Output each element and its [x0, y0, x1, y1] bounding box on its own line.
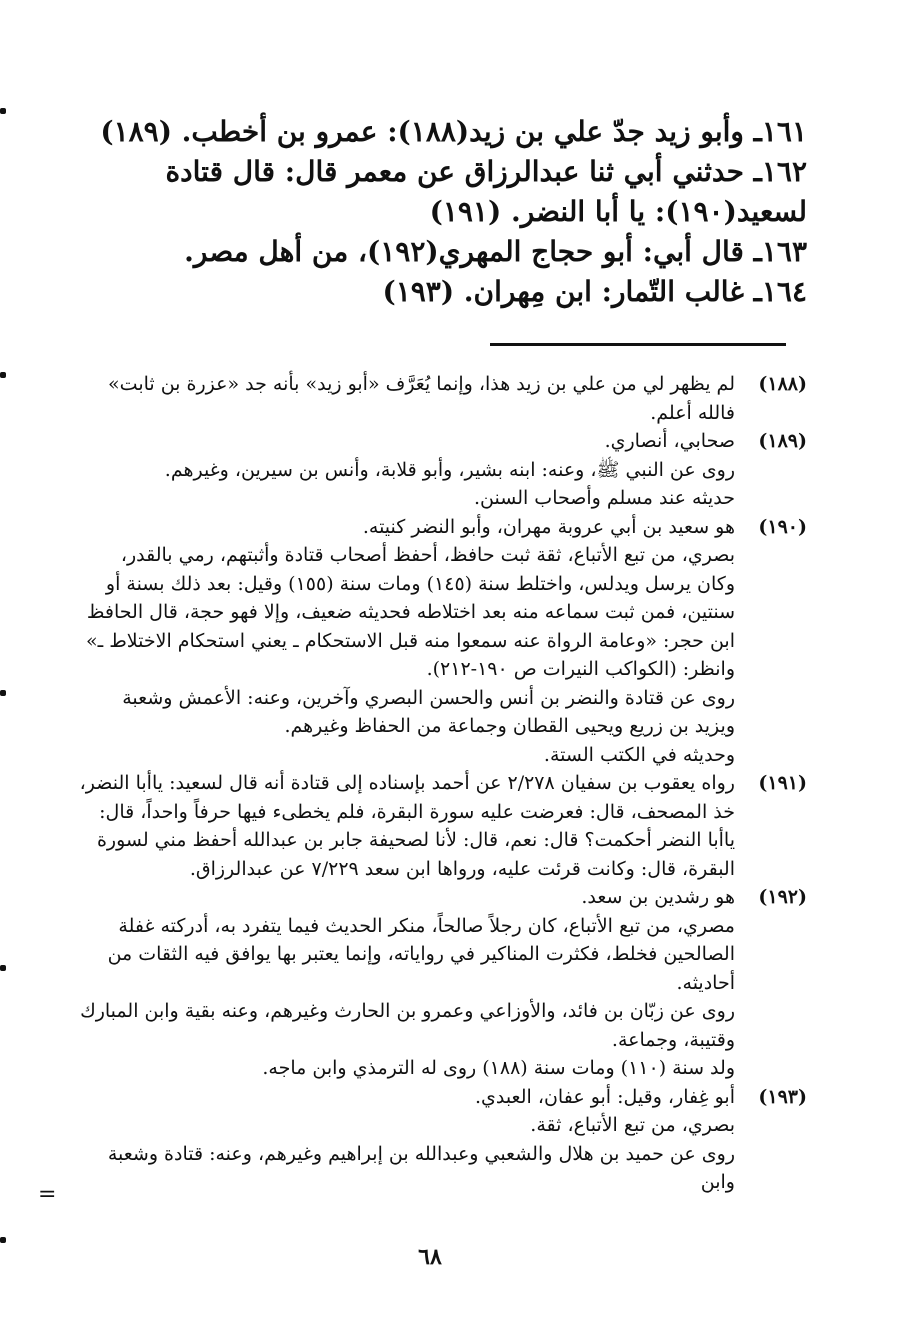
page-number: ٦٨: [418, 1244, 442, 1270]
footnote-body: [78, 427, 735, 513]
footnote-paragraph: حديثه عند مسلم وأصحاب السنن.: [474, 487, 735, 509]
footnotes: [78, 370, 807, 1197]
footnote-body: [78, 513, 735, 770]
footnote-paragraph: هو سعيد بن أبي عروبة مهران، وأبو النضر كنيته.: [362, 515, 735, 538]
footnote-number: (١٩٣): [758, 1085, 807, 1108]
footnote-189: [78, 427, 807, 513]
footnote-number: (١٩٢): [758, 886, 807, 908]
footnote-paragraph: بصري، من تبع الأتباع، ثقة ثبت حافظ، أحفظ أصحاب قتادة وأثبتهم، رمي بالقدر، وكان يرسل ويدلس، واختلط سنة (١٤٥) ومات سنة (١٥٥) وقيل: بعد ذلك بسنة أو سنتين، فمن ثبت سماعه منه بعد اختلاطه فحديثه ضعيف، وإلا فهو حجة، قال الحافظ ابن حجر: «وعامة الرواة عنه سمعوا منه قبل الاستحكام ـ يعني استحكام الاختلاط ـ» وانظر: (الكواكب النيرات ص ١٩٠-٢١٢).: [85, 544, 735, 680]
footnote-paragraph: بصري، من تبع الأتباع، ثقة.: [530, 1114, 735, 1136]
footnote-paragraph: أبو غِفار، وقيل: أبو عفان، العبدي.: [474, 1085, 735, 1108]
footnote-number: (١٨٩): [758, 430, 807, 452]
footnote-separator: [490, 343, 786, 346]
main-entry-163: ١٦٣ـ قال أبي: أبو حجاج المهري(١٩٢)، من أهل مصر.: [184, 235, 807, 268]
footnote-193: [78, 1083, 807, 1197]
margin-mark: [0, 1237, 6, 1243]
footnote-paragraph: روى عن حميد بن هلال والشعبي وعبدالله بن إبراهيم وغيرهم، وعنه: قتادة وشعبة وابن: [107, 1142, 735, 1193]
footnote-body: [78, 370, 735, 427]
margin-mark: [0, 372, 6, 378]
footnote-paragraph: رواه يعقوب بن سفيان ٢/٢٧٨ عن أحمد بإسناده إلى قتادة أنه قال لسعيد: ياأبا النضر، خذ المصحف، قال: فعرضت عليه سورة البقرة، فلم يخطىء فيها حرفاً واحداً، قال: ياأبا النضر أحكمت؟ قال: نعم، قال: لأنا لصحيفة جابر بن عبدالله أحفظ مني لسورة البقرة، قال: وكانت قرئت عليه، ورواها ابن سعد ٧/٢٢٩ عن عبدالرزاق.: [79, 772, 735, 880]
footnote-paragraph: ولد سنة (١١٠) ومات سنة (١٨٨) روى له الترمذي وابن ماجه.: [262, 1057, 735, 1079]
margin-mark: [0, 690, 6, 696]
continuation-mark: =: [38, 1182, 55, 1207]
main-entry-161: ١٦١ـ وأبو زيد جدّ علي بن زيد(١٨٨): عمرو بن أخطب. (١٨٩): [100, 115, 807, 148]
footnote-paragraph: هو رشدين بن سعد.: [581, 886, 735, 908]
margin-mark: [0, 965, 6, 971]
footnote-body: [78, 883, 735, 1083]
footnote-body: [78, 1083, 735, 1197]
footnote-paragraph: صحابي، أنصاري.: [604, 430, 735, 452]
footnote-paragraph: وحديثه في الكتب الستة.: [543, 743, 735, 766]
footnote-number: (١٩١): [758, 772, 807, 794]
footnote-191: [78, 769, 807, 883]
footnote-paragraph: مصري، من تبع الأتباع، كان رجلاً صالحاً، منكر الحديث فيما يتفرد به، أدركته غفلة الصالحين فخلط، فكثرت المناكير في رواياته، وإنما يعتبر بها يوافق فيه الثقات من أحاديثه.: [107, 914, 735, 994]
footnote-number: (١٨٨): [758, 373, 807, 395]
main-text: [70, 112, 807, 312]
main-entry-164: ١٦٤ـ غالب التّمار: ابن مِهران. (١٩٣): [382, 275, 807, 308]
footnote-190: [78, 513, 807, 770]
margin-mark: [0, 108, 6, 114]
footnote-number: (١٩٠): [758, 515, 807, 538]
footnote-paragraph: روى عن زبّان بن فائد، والأوزاعي وعمرو بن الحارث وغيرهم، وعنه بقية وابن المبارك وقتيبة، وجماعة.: [80, 1000, 735, 1051]
footnote-paragraph: روى عن قتادة والنضر بن أنس والحسن البصري وآخرين، وعنه: الأعمش وشعبة ويزيد بن زريع ويحيى القطان وجماعة من الحفاظ وغيرهم.: [122, 686, 735, 737]
footnote-body: [78, 769, 735, 883]
footnote-paragraph: لم يظهر لي من علي بن زيد هذا، وإنما يُعَرَّف «أبو زيد» بأنه جد «عزرة بن ثابت» فالله أعلم.: [108, 373, 735, 424]
footnote-paragraph: روى عن النبي ﷺ، وعنه: ابنه بشير، وأبو قلابة، وأنس بن سيرين، وغيرهم.: [164, 458, 735, 481]
footnote-188: [78, 370, 807, 427]
main-entry-162: ١٦٢ـ حدثني أبي ثنا عبدالرزاق عن معمر قال: قال قتادة لسعيد(١٩٠): يا أبا النضر. (١٩١): [165, 155, 807, 228]
footnote-192: [78, 883, 807, 1083]
